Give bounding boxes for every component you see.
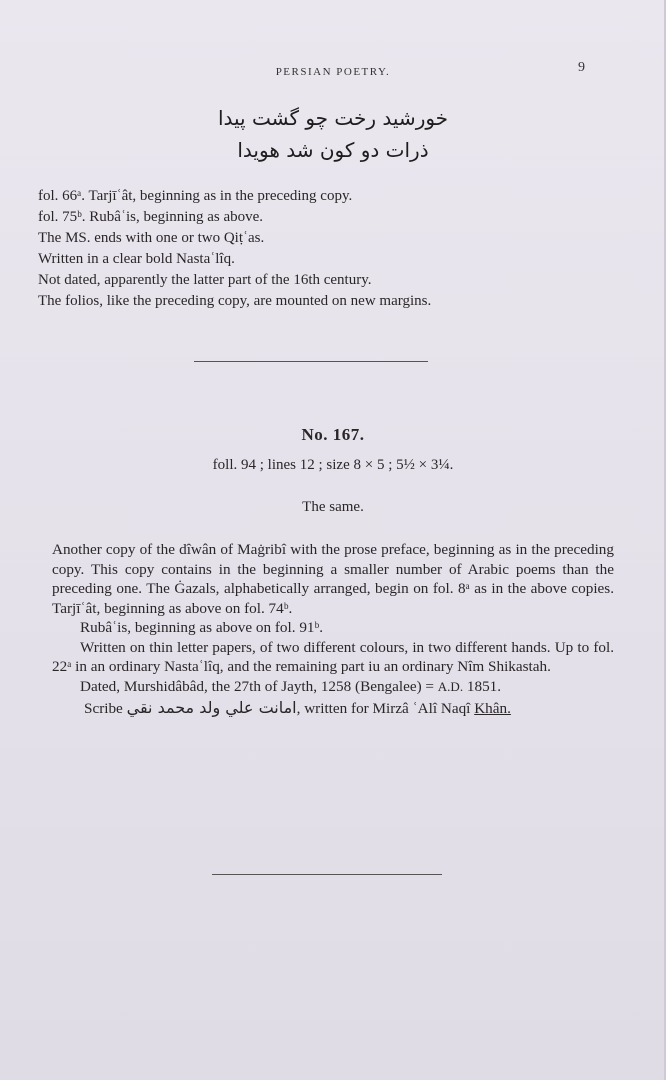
scribe-suffix: , written for Mirzâ ʿAlî Naqî bbox=[296, 700, 471, 717]
entry-body bbox=[52, 540, 614, 719]
paragraph-dated bbox=[52, 677, 614, 697]
page-number: 9 bbox=[578, 60, 585, 75]
persian-verse-line-2: ذرات دو کون شد هویدا bbox=[237, 138, 429, 162]
section-divider bbox=[194, 361, 428, 362]
entry-description: foll. 94 ; lines 12 ; size 8 × 5 ; 5½ × 3¼. bbox=[212, 457, 454, 473]
scribe-paragraph bbox=[52, 698, 614, 719]
note-line: The folios, like the preceding copy, are mounted on new margins. bbox=[38, 293, 432, 309]
era-abbreviation: A.D. bbox=[437, 678, 464, 694]
date-text: Dated, Murshidâbâd, the 27th of Jayth, 1258 (Bengalee) = bbox=[80, 677, 434, 695]
note-line: Written in a clear bold Nastaʿlîq. bbox=[38, 251, 235, 267]
scribe-end: Khân. bbox=[474, 700, 511, 717]
running-head: PERSIAN POETRY. bbox=[275, 66, 391, 78]
note-line: The MS. ends with one or two Qiṭʿas. bbox=[38, 230, 265, 246]
paragraph: Rubâʿis, beginning as above on fol. 91ᵇ. bbox=[80, 619, 324, 636]
note-line: fol. 75ᵇ. Rubâʿis, beginning as above. bbox=[38, 209, 264, 225]
folio-notes bbox=[38, 186, 598, 312]
note-line: fol. 66ᵃ. Tarjīʿât, beginning as in the preceding copy. bbox=[38, 188, 353, 204]
persian-verse-line-1: خورشید رخت چو گشت پیدا bbox=[217, 106, 449, 130]
entry-number: No. 167. bbox=[301, 425, 365, 444]
note-line: Not dated, apparently the latter part of the 16th century. bbox=[38, 272, 372, 288]
entry-heading: The same. bbox=[302, 499, 364, 515]
paragraph: Another copy of the dîwân of Maġribî with the prose preface, beginning as in the preceding copy. This copy contains in the beginning a smaller number of Arabic poems than the preceding one. The Ġazals, alphabetically arranged, begin on fol. 8ᵃ as in the above copies. Tarjīʿât, beginning as above on fol. 74ᵇ. bbox=[52, 541, 614, 617]
section-divider-bottom bbox=[212, 874, 442, 875]
year-text: 1851. bbox=[466, 677, 502, 695]
scribe-label: Scribe bbox=[84, 700, 123, 717]
scribe-name-persian: امانت علي ولد محمد نقي bbox=[126, 698, 297, 717]
paragraph: Written on thin letter papers, of two different colours, in two different hands. Up to fol. 22ᵃ in an ordinary Nastaʿlîq, and the remaining part iu an ordinary Nîm Shikastah. bbox=[52, 638, 614, 675]
